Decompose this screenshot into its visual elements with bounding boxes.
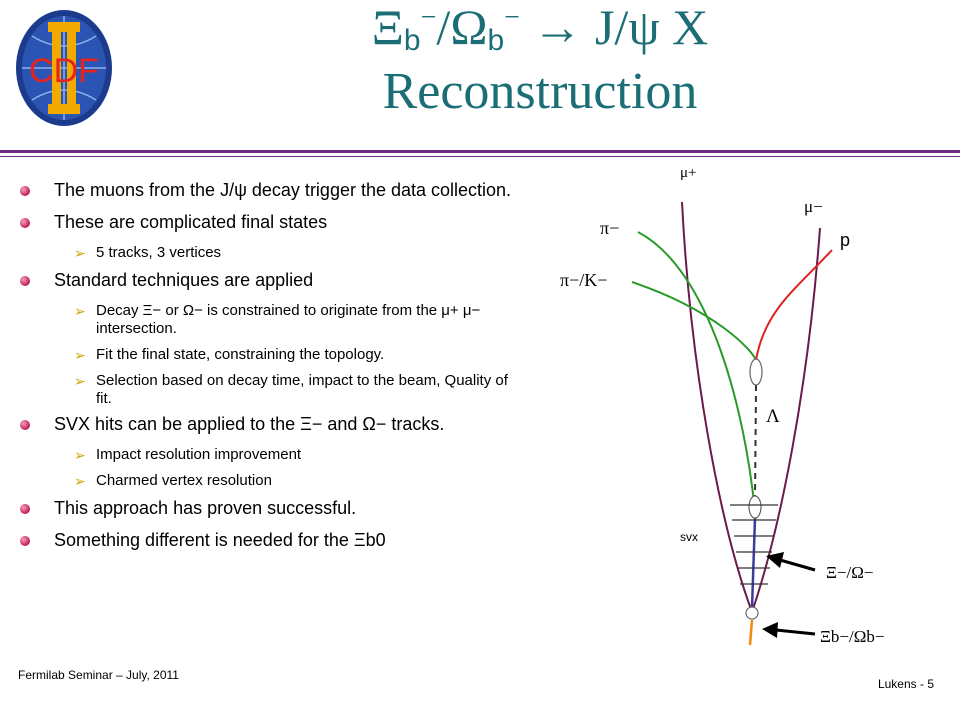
bullet-list — [18, 180, 518, 562]
bullet-item — [18, 270, 518, 291]
bullet-item — [18, 212, 518, 233]
lambda-track — [755, 385, 756, 500]
bullet-item — [18, 414, 518, 435]
arrow-bullet-icon: ➢ — [74, 447, 86, 463]
arrow-bullet-icon: ➢ — [74, 245, 86, 261]
title-line-2: Reconstruction — [382, 63, 698, 120]
slide-title — [240, 2, 840, 118]
bullet-text: SVX hits can be applied to the Ξ− and Ω− tracks. — [54, 414, 445, 434]
sub-bullet-text: Charmed vertex resolution — [96, 472, 272, 489]
label-mu-minus: μ− — [804, 197, 823, 216]
proton-track — [756, 250, 832, 360]
sub-bullet-text: Selection based on decay time, impact to the beam, Quality of fit. — [96, 372, 508, 407]
pointer-arrows — [762, 552, 815, 638]
label-pi-minus: π− — [600, 218, 620, 238]
title-rule-thick — [0, 150, 960, 153]
xi-vertex — [749, 496, 761, 518]
title-sup-minus2: − — [504, 2, 520, 33]
sub-bullet-item — [18, 244, 518, 262]
sub-bullet-text: Fit the final state, constraining the topology. — [96, 346, 385, 363]
sub-bullet-item — [18, 472, 518, 490]
pi-minus-track — [638, 232, 755, 512]
label-xi-omega: Ξ−/Ω− — [826, 563, 874, 582]
bullet-dot — [20, 536, 30, 546]
title-sub-b2: b — [487, 24, 505, 57]
bullet-dot — [20, 218, 30, 228]
label-xib-omegab: Ξb−/Ωb− — [820, 627, 885, 646]
footer-seminar: Fermilab Seminar – July, 2011 — [18, 668, 179, 682]
footer-page-number: Lukens - 5 — [877, 677, 934, 691]
title-xi: Ξ — [371, 0, 404, 55]
arrow-bullet-icon: ➢ — [74, 347, 86, 363]
decay-topology-diagram — [540, 160, 960, 660]
bullet-dot — [20, 420, 30, 430]
title-omega: Ω — [450, 0, 488, 55]
bullet-item — [18, 498, 518, 519]
bullet-item — [18, 180, 518, 201]
bullet-dot — [20, 186, 30, 196]
arrow-bullet-icon: ➢ — [74, 303, 86, 319]
title-sub-b1: b — [403, 24, 421, 57]
arrow-bullet-icon: ➢ — [74, 373, 86, 389]
mu-minus-track — [752, 228, 820, 612]
label-pi-k: π−/K− — [560, 270, 608, 290]
mu-plus-track — [682, 202, 752, 612]
cdf-logo — [12, 6, 116, 130]
bullet-text: This approach has proven successful. — [54, 498, 357, 518]
label-lambda: Λ — [766, 406, 780, 427]
title-line-1 — [240, 2, 840, 60]
sub-bullet-item — [18, 302, 518, 338]
title-rule-thin — [0, 156, 960, 157]
bullet-text: The muons from the J/ψ decay trigger the data collection. — [54, 180, 512, 200]
bullet-dot — [20, 504, 30, 514]
label-mu-plus: μ+ — [680, 165, 697, 181]
label-proton: p — [840, 230, 851, 250]
arrow-bullet-icon: ➢ — [74, 473, 86, 489]
bullet-dot — [20, 276, 30, 286]
label-svx: svx — [680, 530, 698, 544]
sub-bullet-item — [18, 446, 518, 464]
bullet-item — [18, 530, 518, 551]
xib-track — [750, 620, 752, 645]
sub-bullet-text: 5 tracks, 3 vertices — [96, 244, 222, 261]
bullet-text: These are complicated final states — [54, 212, 328, 232]
bullet-text: Standard techniques are applied — [54, 270, 314, 290]
sub-bullet-text: Decay Ξ− or Ω− is constrained to originate from the μ+ μ− intersection. — [96, 302, 481, 337]
logo-text: CDF — [29, 52, 99, 90]
sub-bullet-item — [18, 372, 518, 408]
bullet-text: Something different is needed for the Ξb0 — [54, 530, 386, 550]
title-slash: / — [436, 0, 451, 55]
xib-vertex — [746, 607, 758, 619]
xi-track — [752, 518, 755, 608]
title-sup-minus1: − — [420, 2, 437, 33]
title-arrow-part: → J/ψ X — [519, 0, 709, 55]
lambda-vertex — [750, 359, 762, 385]
sub-bullet-item — [18, 346, 518, 364]
sub-bullet-text: Impact resolution improvement — [96, 446, 302, 463]
